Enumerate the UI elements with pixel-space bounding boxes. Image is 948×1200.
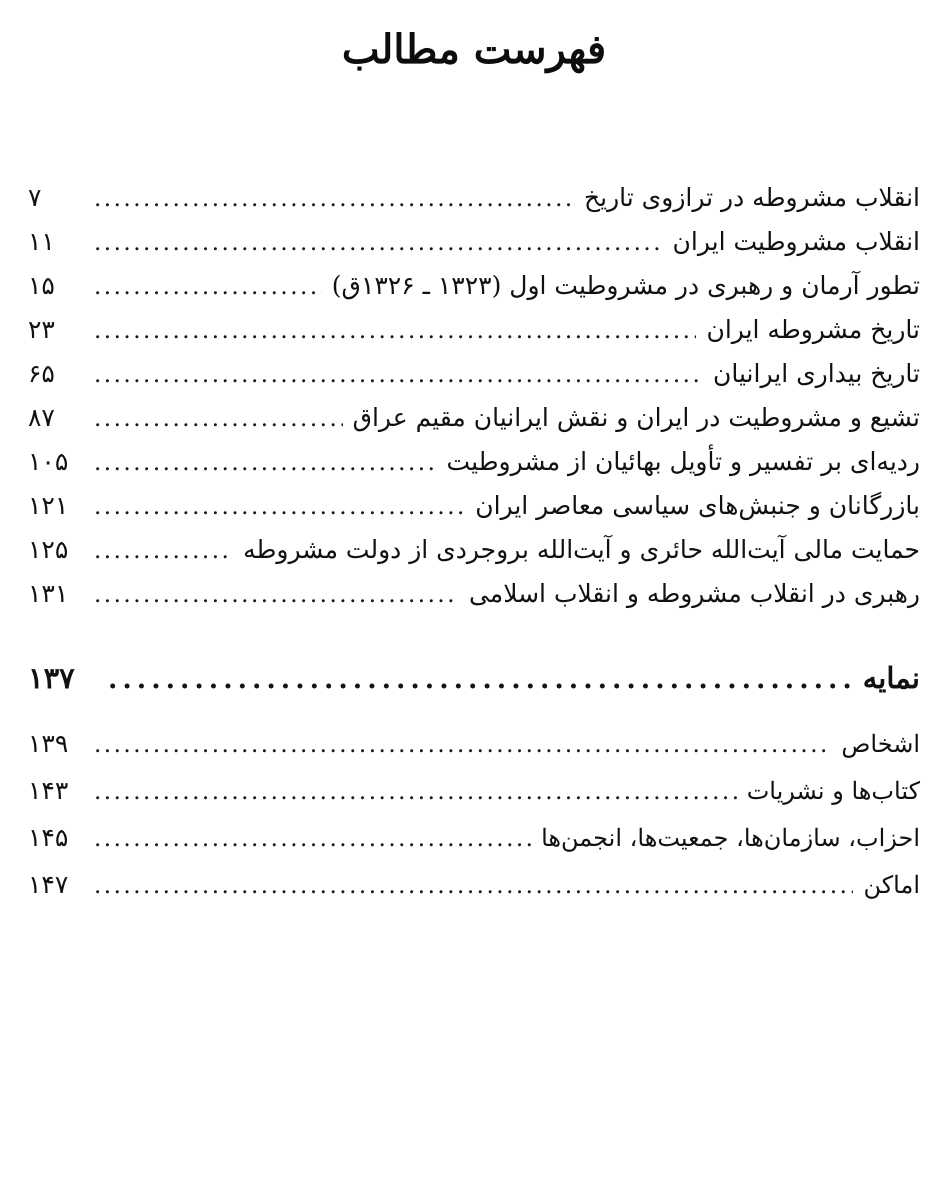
toc-entry-title: انقلاب مشروطه در ترازوی تاریخ <box>583 183 920 212</box>
index-sub-list <box>28 729 920 899</box>
toc-section-page: ۱۳۷ <box>28 661 75 695</box>
toc-subentry-page: ۱۴۵ <box>28 823 69 852</box>
dot-leader <box>94 496 465 521</box>
toc-entry-page: ۷ <box>28 183 42 212</box>
dot-leader <box>94 875 853 899</box>
toc-entry[interactable] <box>28 447 920 477</box>
toc-entry-page: ۱۱ <box>28 227 55 256</box>
toc-entry[interactable] <box>28 535 920 565</box>
toc-subentry-page: ۱۳۹ <box>28 729 69 758</box>
toc-entry-page: ۱۳۱ <box>28 579 69 608</box>
toc-entry-title: تطور آرمان و رهبری در مشروطیت اول (۱۳۲۳ ـ ۱۳۲۶ق) <box>331 271 920 300</box>
toc-entry-page: ۱۲۵ <box>28 535 69 564</box>
toc-entry[interactable] <box>28 491 920 521</box>
dot-leader <box>94 232 663 257</box>
toc-subentry[interactable] <box>28 776 920 805</box>
toc-entry-page: ۸۷ <box>28 403 55 432</box>
toc-entry[interactable] <box>28 271 920 301</box>
dot-leader <box>94 734 831 758</box>
toc-entry-list <box>28 183 920 899</box>
dot-leader <box>94 188 574 213</box>
dot-leader <box>94 452 437 477</box>
dot-leader <box>94 320 696 345</box>
toc-subentry-page: ۱۴۳ <box>28 776 69 805</box>
dot-leader <box>94 781 737 805</box>
toc-entry-title: رهبری در انقلاب مشروطه و انقلاب اسلامی <box>468 579 920 608</box>
dot-leader <box>94 540 233 565</box>
toc-entry-title: تاریخ مشروطه ایران <box>706 315 920 344</box>
toc-entry[interactable] <box>28 579 920 609</box>
toc-entry[interactable] <box>28 359 920 389</box>
toc-section-index[interactable] <box>28 661 920 695</box>
toc-subentry-title: کتاب‌ها و نشریات <box>746 777 920 805</box>
toc-entry[interactable] <box>28 403 920 433</box>
toc-entry-page: ۱۵ <box>28 271 55 300</box>
toc-entry-page: ۲۳ <box>28 315 55 344</box>
dot-leader <box>94 276 322 301</box>
toc-subentry-title: اماکن <box>863 871 920 899</box>
toc-subentry-title: اشخاص <box>841 730 920 758</box>
toc-entry-title: انقلاب مشروطیت ایران <box>672 227 920 256</box>
toc-section-title: نمایه <box>862 661 920 695</box>
dot-leader <box>94 584 459 609</box>
toc-subentry-title: احزاب، سازمان‌ها، جمعیت‌ها، انجمن‌ها <box>541 824 920 852</box>
toc-entry-title: تاریخ بیداری ایرانیان <box>713 359 920 388</box>
toc-entry-page: ۱۲۱ <box>28 491 69 520</box>
toc-entry-title: ردیه‌ای بر تفسیر و تأویل بهائیان از مشروطیت <box>446 447 920 476</box>
toc-entry[interactable] <box>28 227 920 257</box>
toc-subentry[interactable] <box>28 870 920 899</box>
toc-subentry[interactable] <box>28 823 920 852</box>
dot-leader <box>94 364 703 389</box>
toc-entry-title: حمایت مالی آیت‌الله حائری و آیت‌الله بروجردی از دولت مشروطه <box>243 535 920 564</box>
toc-entry-title: بازرگانان و جنبش‌های سیاسی معاصر ایران <box>475 491 920 520</box>
page-title: فهرست مطالب <box>341 26 607 73</box>
toc-entry[interactable] <box>28 183 920 213</box>
toc-entry-title: تشیع و مشروطیت در ایران و نقش ایرانیان مقیم عراق <box>352 403 920 432</box>
toc-entry-page: ۶۵ <box>28 359 55 388</box>
toc-entry[interactable] <box>28 315 920 345</box>
dot-leader <box>94 828 531 852</box>
dot-leader <box>94 408 343 433</box>
dot-leader <box>108 666 853 695</box>
toc-subentry-page: ۱۴۷ <box>28 870 69 899</box>
toc-subentry[interactable] <box>28 729 920 758</box>
toc-entry-page: ۱۰۵ <box>28 447 69 476</box>
